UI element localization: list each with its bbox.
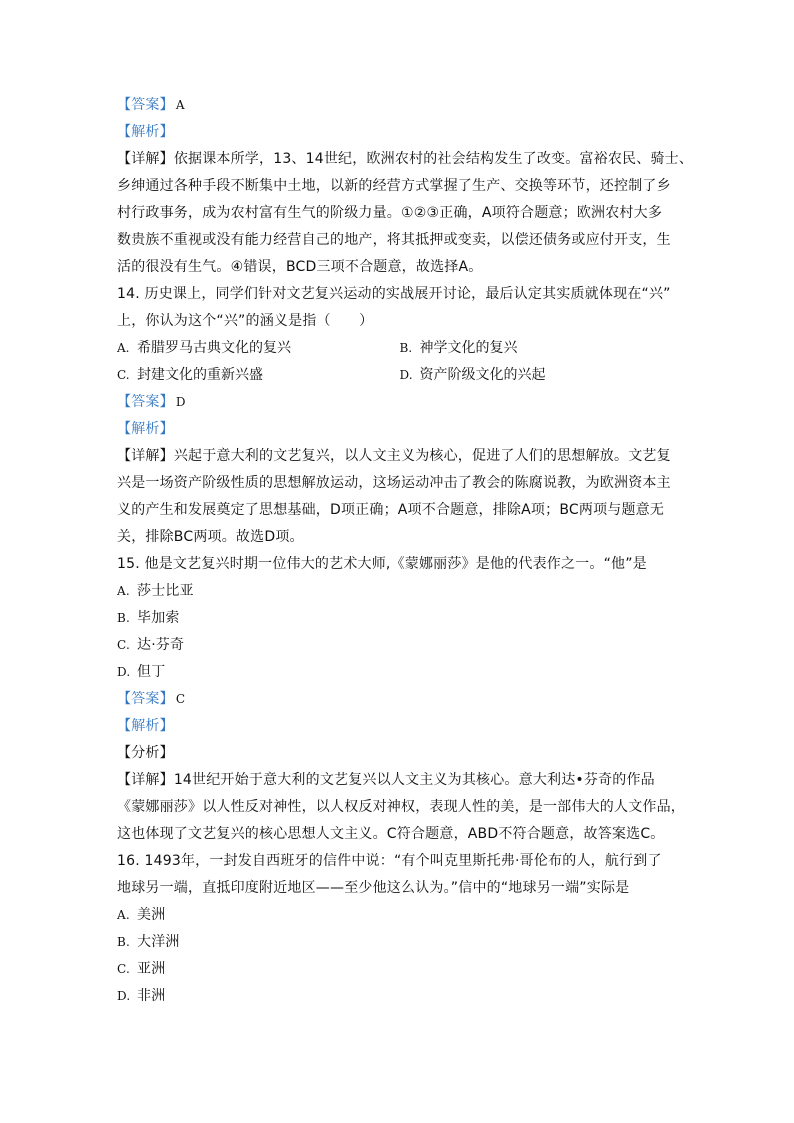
q13-detail-text: 依据课本所学，13、14世纪，欧洲农村的社会结构发生了改变。富裕农民、骑士、 [173,151,694,167]
detail-label: 【详解】 [117,772,174,788]
q15-stem-line-1: 15. 他是文艺复兴时期一位伟大的艺术大师,《蒙娜丽莎》是他的代表作之一。“他”是 [117,556,647,572]
fenxi-label: 【分析】 [117,745,174,761]
option-text: 毕加索 [137,610,180,626]
option-key: D. [117,989,131,1003]
q16-stem-line-1: 16. 1493年，一封发自西班牙的信件中说：“有个叫克里斯托弗·哥伦布的人，航行到了 [117,853,662,869]
option-text: 但丁 [137,664,166,680]
q15-detail-line-2: 《蒙娜丽莎》以人性反对神性，以人权反对神权，表现人性的美，是一部伟大的人文作品， [117,799,685,815]
option-key: B. [399,341,413,355]
analysis-label: 【解析】 [117,124,174,140]
detail-label: 【详解】 [117,448,174,464]
option-key: A. [117,908,130,922]
q14-options-row-2 [117,362,682,389]
q15-detail-line-1 [117,767,682,794]
q13-detail-line-2: 乡绅通过各种手段不断集中土地，以新的经营方式掌握了生产、交换等环节，还控制了乡 [117,178,671,194]
q16-stem-line-2: 地球另一端，直抵印度附近地区——至少他这么认为。”信中的“地球另一端”实际是 [117,880,630,896]
option-text: 资产阶级文化的兴起 [419,367,546,383]
q14-detail-line-3: 义的产生和发展奠定了思想基础，D项正确；A项不合题意，排除A项；BC两项与题意无 [117,502,665,518]
q14-option-c [117,362,400,389]
option-text: 封建文化的重新兴盛 [137,367,263,383]
answer-label: 【答案】 [117,394,174,410]
q13-detail-line-4: 数贵族不重视或没有能力经营自己的地产，将其抵押或变卖，以偿还债务或应付开支，生 [117,232,671,248]
q13-answer-line [117,92,682,119]
option-text: 神学文化的复兴 [419,340,518,356]
q16-option-a [117,902,682,929]
option-text: 希腊罗马古典文化的复兴 [137,340,291,356]
option-key: C. [117,962,130,976]
option-text: 达·芬奇 [137,637,185,653]
answer-label: 【答案】 [117,97,174,113]
analysis-label: 【解析】 [117,718,174,734]
option-key: A. [117,584,130,598]
document-page [117,92,694,1010]
option-text: 大洋洲 [137,934,180,950]
q14-option-d [400,362,683,389]
answer-label: 【答案】 [117,691,174,707]
q15-option-d [117,659,682,686]
option-key: C. [117,638,130,652]
q14-answer-value: D [175,395,186,409]
q15-option-a [117,578,682,605]
option-key: D. [399,368,413,382]
q14-detail-text: 兴起于意大利的文艺复兴，以人文主义为核心，促进了人们的思想解放。文艺复 [173,448,671,464]
q15-option-c [117,632,682,659]
option-key: B. [117,611,131,625]
option-text: 亚洲 [137,961,166,977]
q13-detail-line-5: 活的很没有生气。④错误，BCD三项不合题意，故选择A。 [117,259,483,275]
q14-analysis-line [117,416,682,443]
q14-answer-line [117,389,682,416]
q13-analysis-line [117,119,682,146]
q15-answer-line [117,686,682,713]
q15-detail-text: 14世纪开始于意大利的文艺复兴以人文主义为其核心。意大利达•芬奇的作品 [173,772,655,788]
option-key: B. [117,935,131,949]
option-key: D. [117,665,131,679]
option-text: 美洲 [137,907,166,923]
q14-option-b [400,335,683,362]
q14-detail-line-2: 兴是一场资产阶级性质的思想解放运动，这场运动冲击了教会的陈腐说教，为欧洲资本主 [117,475,671,491]
analysis-label: 【解析】 [117,421,174,437]
option-key: C. [117,368,130,382]
detail-label: 【详解】 [117,151,174,167]
q15-answer-value: C [175,692,186,706]
q15-option-b [117,605,682,632]
q16-option-c [117,956,682,983]
option-text: 莎士比亚 [137,583,194,599]
q13-detail-line-1 [117,146,694,173]
q14-option-a [117,335,400,362]
option-text: 非洲 [137,988,166,1004]
q14-stem-line-2: 上，你认为这个“兴”的涵义是指（ ） [117,313,374,329]
q13-detail-line-3: 村行政事务，成为农村富有生气的阶级力量。①②③正确，A项符合题意；欧洲农村大多 [117,205,663,221]
q16-option-d [117,983,682,1010]
q14-detail-line-4: 关，排除BC两项。故选D项。 [117,529,304,545]
q14-stem-line-1: 14. 历史课上，同学们针对文艺复兴运动的实战展开讨论，最后认定其实质就体现在“兴” [117,286,671,302]
q14-detail-line-1 [117,443,682,470]
q15-detail-line-3: 这也体现了文艺复兴的核心思想人文主义。C符合题意，ABD不符合题意，故答案选C。 [117,826,665,842]
q15-analysis-line [117,713,682,740]
q16-option-b [117,929,682,956]
q15-fenxi-line [117,740,682,767]
q13-answer-value: A [175,98,185,112]
option-key: A. [117,341,130,355]
q14-options-row-1 [117,335,682,362]
